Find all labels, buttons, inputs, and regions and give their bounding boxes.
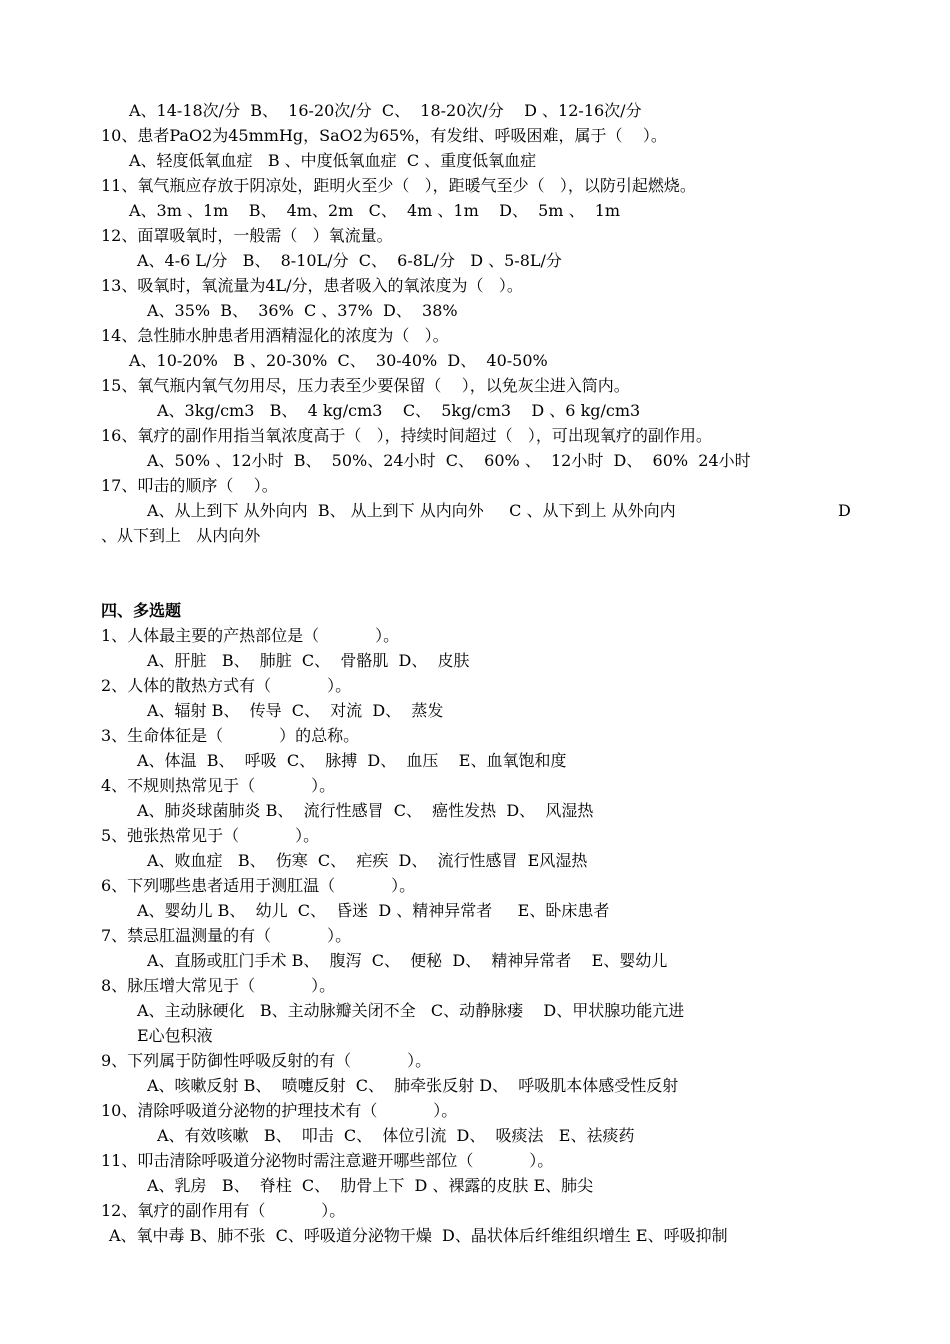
mq5-question: 5、弛张热常见于（ ）。 xyxy=(101,826,320,845)
mq4-question: 4、不规则热常见于（ ）。 xyxy=(101,776,336,795)
q11-options: A、3m 、1m B、 4m、2m C、 4m 、1m D、 5m 、 1m xyxy=(129,201,621,220)
q13-question: 13、吸氧时，氧流量为4L/分，患者吸入的氧浓度为（ ）。 xyxy=(101,276,523,295)
mq3-options: A、体温 B、 呼吸 C、 脉搏 D、 血压 E、血氧饱和度 xyxy=(137,751,567,770)
mq1-question: 1、人体最主要的产热部位是（ ）。 xyxy=(101,626,400,645)
q17-options: A、从上到下 从外向内 B、 从上到下 从内向外 C 、从下到上 从外向内 xyxy=(147,501,676,520)
mq1-options: A、肝脏 B、 肺脏 C、 骨骼肌 D、 皮肤 xyxy=(147,651,470,670)
q10-question: 10、患者PaO2为45mmHg，SaO2为65%，有发绀、呼吸困难，属于（ ）。 xyxy=(101,126,667,145)
q15-question: 15、氧气瓶内氧气勿用尽，压力表至少要保留（ ），以免灰尘进入筒内。 xyxy=(101,376,630,395)
mq6-question: 6、下列哪些患者适用于测肛温（ ）。 xyxy=(101,876,416,895)
mq5-options: A、败血症 B、 伤寒 C、 疟疾 D、 流行性感冒 E风湿热 xyxy=(147,851,588,870)
mq8-options: A、主动脉硬化 B、主动脉瓣关闭不全 C、动静脉瘘 D、甲状腺功能亢进 xyxy=(137,1001,685,1020)
mq2-options: A、辐射 B、 传导 C、 对流 D、 蒸发 xyxy=(147,701,444,720)
mq10-question: 10、清除呼吸道分泌物的护理技术有（ ）。 xyxy=(101,1101,458,1120)
mq8-question: 8、脉压增大常见于（ ）。 xyxy=(101,976,336,995)
mq4-options: A、肺炎球菌肺炎 B、 流行性感冒 C、 癌性发热 D、 风湿热 xyxy=(137,801,594,820)
q16-question: 16、氧疗的副作用指当氧浓度高于（ ），持续时间超过（ ），可出现氧疗的副作用。 xyxy=(101,426,712,445)
mq3-question: 3、生命体征是（ ）的总称。 xyxy=(101,726,360,745)
q11-question: 11、氧气瓶应存放于阴凉处，距明火至少（ ），距暖气至少（ ），以防引起燃烧。 xyxy=(101,176,696,195)
mq2-question: 2、人体的散热方式有（ ）。 xyxy=(101,676,352,695)
q13-options: A、35% B、 36% C 、37% D、 38% xyxy=(147,301,458,320)
q12-question: 12、面罩吸氧时，一般需（ ）氧流量。 xyxy=(101,226,393,245)
mq7-question: 7、禁忌肛温测量的有（ ）。 xyxy=(101,926,352,945)
q17-options-wrap: 、从下到上 从内向外 xyxy=(101,526,261,545)
q9-options: A、14-18次/分 B、 16-20次/分 C、 18-20次/分 D 、12-16次/分 xyxy=(129,101,642,120)
q10-options: A、轻度低氧血症 B 、中度低氧血症 C 、重度低氧血症 xyxy=(129,151,537,170)
mq9-options: A、咳嗽反射 B、 喷嚏反射 C、 肺牵张反射 D、 呼吸肌本体感受性反射 xyxy=(147,1076,679,1095)
q17-question: 17、叩击的顺序（ ）。 xyxy=(101,476,278,495)
section-title: 四、多选题 xyxy=(101,601,182,620)
mq6-options: A、婴幼儿 B、 幼儿 C、 昏迷 D 、精神异常者 E、卧床患者 xyxy=(137,901,610,920)
mq11-options: A、乳房 B、 脊柱 C、 肋骨上下 D 、裸露的皮肤 E、肺尖 xyxy=(147,1176,594,1195)
mq11-question: 11、叩击清除呼吸道分泌物时需注意避开哪些部位（ ）。 xyxy=(101,1151,554,1170)
q14-question: 14、急性肺水肿患者用酒精湿化的浓度为（ ）。 xyxy=(101,326,449,345)
mq10-options: A、有效咳嗽 B、 叩击 C、 体位引流 D、 吸痰法 E、祛痰药 xyxy=(157,1126,635,1145)
q12-options: A、4-6 L/分 B、 8-10L/分 C、 6-8L/分 D 、5-8L/分 xyxy=(137,251,562,270)
mq12-question: 12、氧疗的副作用有（ ）。 xyxy=(101,1201,346,1220)
mq8-options-wrap: E心包积液 xyxy=(137,1026,213,1045)
q17-option-d-letter: D xyxy=(838,501,851,520)
mq12-options: A、氧中毒 B、肺不张 C、呼吸道分泌物干燥 D、晶状体后纤维组织增生 E、呼吸抑制 xyxy=(109,1226,728,1245)
mq9-question: 9、下列属于防御性呼吸反射的有（ ）。 xyxy=(101,1051,432,1070)
q15-options: A、3kg/cm3 B、 4 kg/cm3 C、 5kg/cm3 D 、6 kg/cm3 xyxy=(157,401,641,420)
mq7-options: A、直肠或肛门手术 B、 腹泻 C、 便秘 D、 精神异常者 E、婴幼儿 xyxy=(147,951,668,970)
q16-options: A、50% 、12小时 B、 50%、24小时 C、 60% 、 12小时 D、 60% 24小时 xyxy=(147,451,751,470)
q14-options: A、10-20% B 、20-30% C、 30-40% D、 40-50% xyxy=(129,351,548,370)
